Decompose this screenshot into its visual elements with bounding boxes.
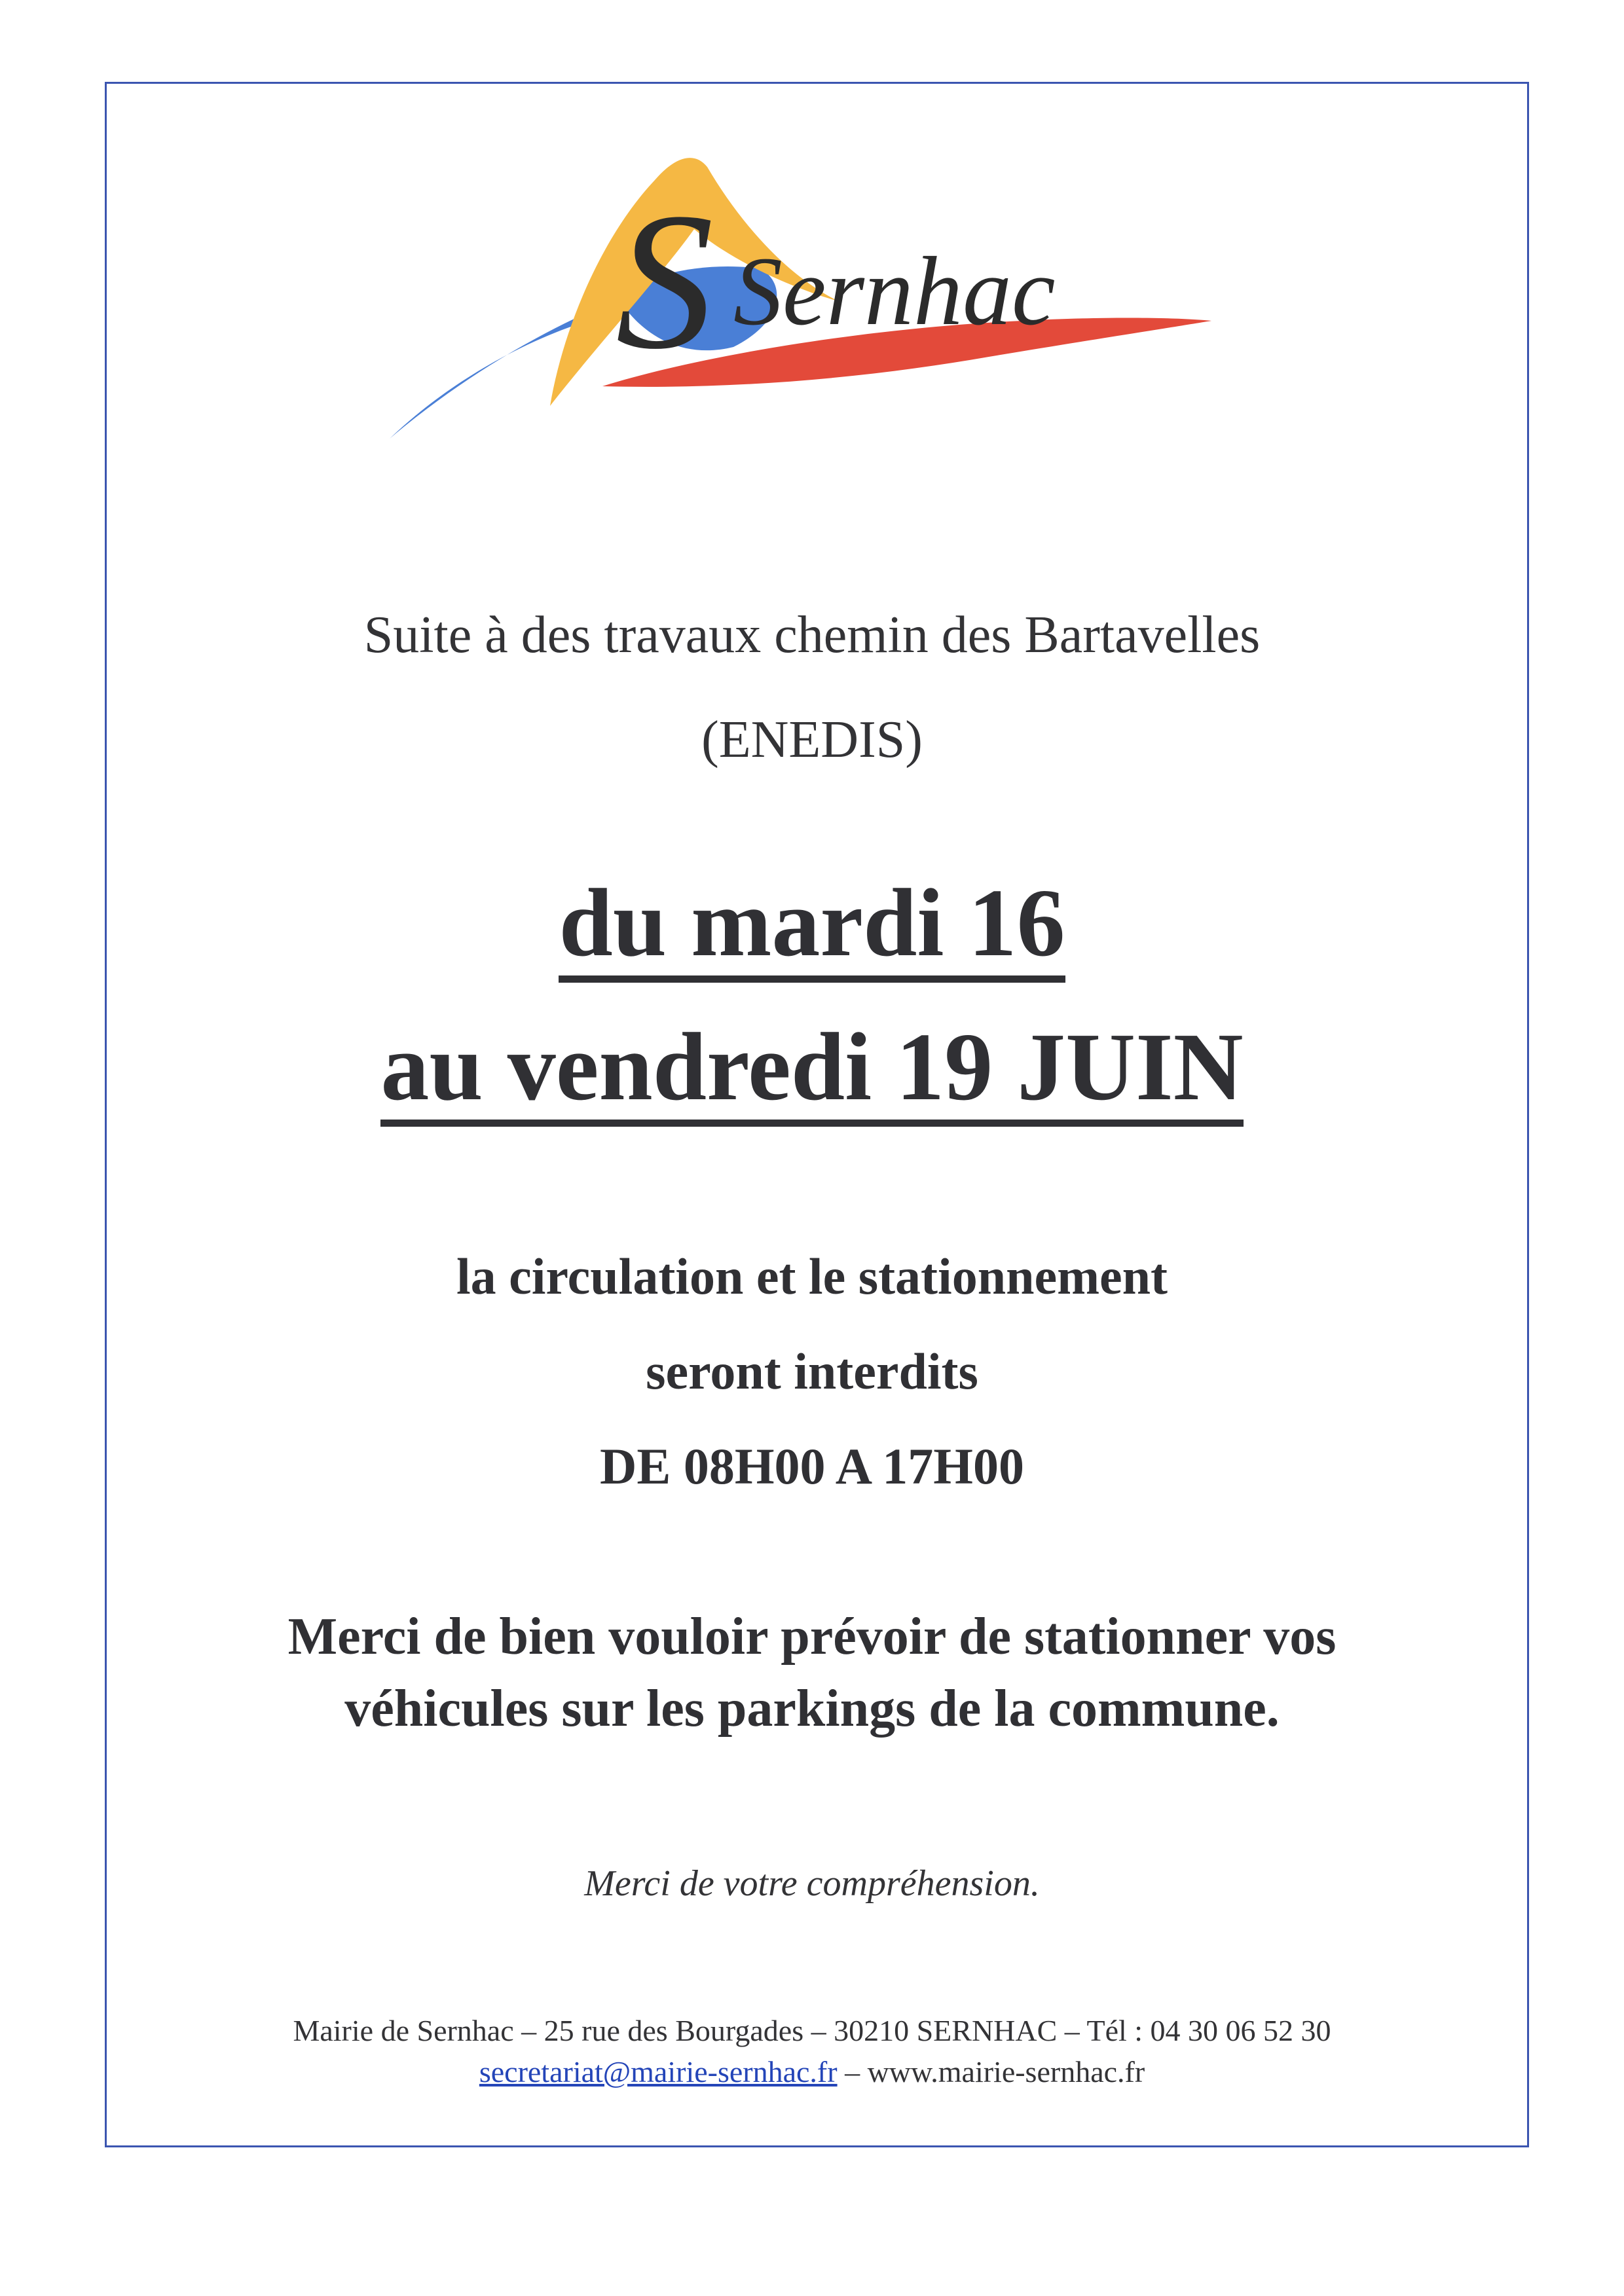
rule-hours: DE 08H00 A 17H00	[600, 1438, 1024, 1495]
email-link[interactable]: secretariat@mairie-sernhac.fr	[479, 2055, 838, 2088]
merci-line-1: Merci de bien vouloir prévoir de stationner vos	[287, 1608, 1337, 1666]
footer-address: Mairie de Sernhac – 25 rue des Bourgades – 30210 SERNHAC – Tél : 04 30 06 52 30	[293, 2014, 1331, 2047]
website-text: www.mairie-sernhac.fr	[867, 2055, 1145, 2088]
svg-text:Sernhac: Sernhac	[733, 237, 1056, 346]
date-to: au vendredi 19 JUIN	[380, 1017, 1243, 1127]
date-line-1	[0, 867, 1624, 983]
intro-line-2: (ENEDIS)	[701, 711, 923, 769]
svg-text:S: S	[616, 172, 714, 390]
intro-line-1: Suite à des travaux chemin des Bartavelles	[363, 606, 1261, 664]
rule-line-2: seront interdits	[646, 1343, 978, 1400]
sernhac-logo	[367, 131, 1231, 458]
footer-separator: –	[837, 2055, 868, 2088]
date-from: du mardi 16	[559, 873, 1065, 983]
merci-line-2: véhicules sur les parkings de la commune.	[344, 1680, 1280, 1738]
rule-line-1: la circulation et le stationnement	[456, 1248, 1168, 1305]
footer-contact	[0, 2054, 1624, 2089]
date-line-2	[0, 1011, 1624, 1127]
sernhac-logo-graphic	[367, 131, 1231, 458]
thanks-line: Merci de votre compréhension.	[584, 1863, 1040, 1904]
